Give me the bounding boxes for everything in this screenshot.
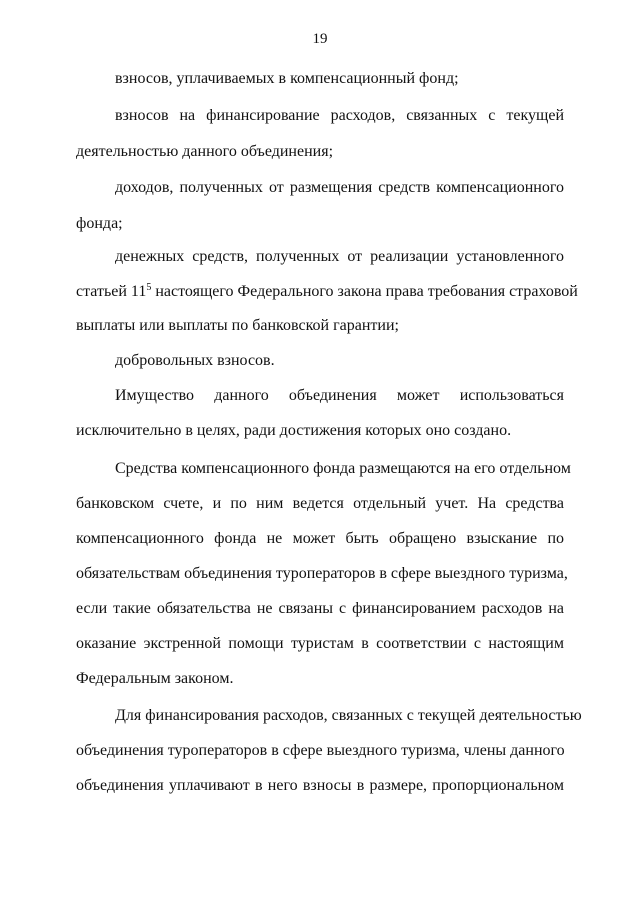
text-fragment: настоящего Федерального закона права требования страховой — [151, 283, 578, 300]
text-line: деятельностью данного объединения; — [76, 143, 334, 160]
text-line: Средства компенсационного фонда размещаются на его отдельном — [115, 460, 571, 477]
text-line: если такие обязательства не связаны с финансированием расходов на — [76, 600, 564, 617]
text-line — [76, 282, 578, 302]
text-line: объединения уплачивают в него взносы в размере, пропорциональном — [76, 777, 564, 794]
text-line: обязательствам объединения туроператоров в сфере выездного туризма, — [76, 565, 568, 582]
text-line: оказание экстренной помощи туристам в соответствии с настоящим — [76, 635, 564, 652]
text-fragment: статьей 11 — [76, 283, 147, 300]
text-line: добровольных взносов. — [115, 352, 275, 369]
text-line: выплаты или выплаты по банковской гарантии; — [76, 317, 399, 334]
text-line: Для финансирования расходов, связанных с текущей деятельностью — [115, 707, 582, 724]
text-line: банковском счете, и по ним ведется отдельный учет. На средства — [76, 495, 564, 512]
text-line: взносов, уплачиваемых в компенсационный фонд; — [115, 70, 459, 87]
text-line: исключительно в целях, ради достижения которых оно создано. — [76, 422, 512, 439]
text-line: взносов на финансирование расходов, связанных с текущей — [115, 107, 564, 124]
text-line: доходов, полученных от размещения средств компенсационного — [115, 179, 564, 196]
text-line: фонда; — [76, 215, 123, 232]
superscript: 5 — [146, 282, 152, 293]
text-line: Имущество данного объединения может использоваться — [115, 387, 564, 404]
text-line: компенсационного фонда не может быть обращено взыскание по — [76, 530, 564, 547]
text-line: объединения туроператоров в сфере выездного туризма, члены данного — [76, 742, 565, 759]
text-line: Федеральным законом. — [76, 670, 234, 687]
text-line: денежных средств, полученных от реализации установленного — [115, 248, 564, 265]
page-number: 19 — [312, 31, 328, 47]
